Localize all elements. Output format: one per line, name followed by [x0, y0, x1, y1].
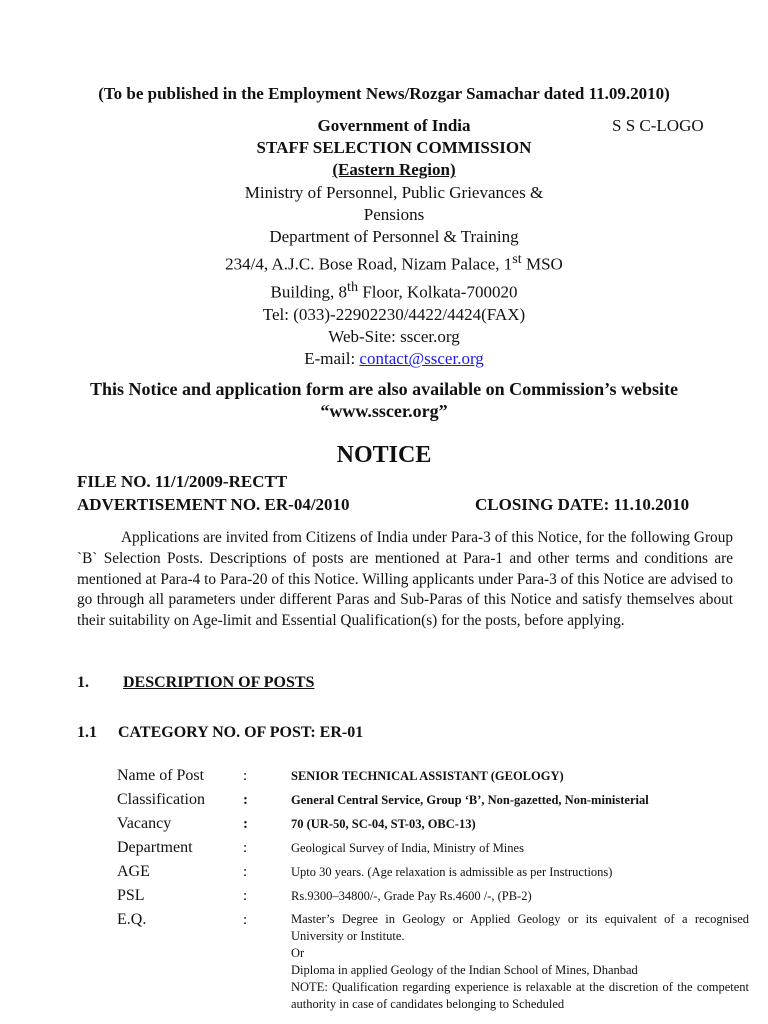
detail-label: AGE	[117, 863, 150, 880]
detail-row-classification	[117, 788, 749, 812]
detail-colon: :	[243, 816, 248, 832]
email-label: E-mail:	[304, 349, 360, 369]
website-line: Web-Site: sscer.org	[328, 327, 460, 347]
notice-title: NOTICE	[336, 442, 432, 468]
detail-label: E.Q.	[117, 911, 147, 928]
section-1-title: DESCRIPTION OF POSTS	[123, 674, 315, 691]
detail-colon: :	[243, 888, 248, 904]
detail-row-vacancy	[117, 812, 749, 836]
detail-label: Vacancy	[117, 815, 172, 832]
section-1-1-title: CATEGORY NO. OF POST: ER-01	[118, 724, 364, 741]
email-link[interactable]: contact@sscer.org	[359, 349, 484, 369]
advertisement-number: ADVERTISEMENT NO. ER-04/2010	[77, 495, 350, 514]
eq-line-3: Diploma in applied Geology of the Indian School of Mines, Dhanbad	[291, 963, 638, 977]
detail-label: Department	[117, 839, 193, 856]
closing-date: CLOSING DATE: 11.10.2010	[475, 495, 690, 514]
detail-value: SENIOR TECHNICAL ASSISTANT (GEOLOGY)	[291, 769, 564, 783]
detail-colon: :	[243, 792, 248, 808]
commission-header	[195, 115, 593, 371]
address-line-2-sup: th	[347, 279, 359, 296]
detail-label: Name of Post	[117, 767, 205, 784]
region-name: (Eastern Region)	[332, 160, 456, 180]
intro-paragraph: Applications are invited from Citizens of India under Para-3 of this Notice, for the following Group `B` Selection Posts. Descriptions of posts are mentioned at Para-1 and other terms and conditions are mentioned at Para-4 to Para-20 of this Notice. Willing applicants under Para-3 of this Notice are advised to go through all parameters under different Paras and Sub-Paras of this Notice and satisfy themselves about their suitability on Age-limit and Essential Qualification(s) for the posts, before applying.	[77, 529, 733, 630]
section-1-1-number: 1.1	[77, 724, 97, 741]
government-line: Government of India	[317, 116, 471, 135]
ministry-line-1: Ministry of Personnel, Public Grievances &	[244, 182, 544, 202]
detail-row-name	[117, 764, 749, 788]
detail-value: Geological Survey of India, Ministry of Mines	[291, 841, 524, 855]
detail-value: Rs.9300–34800/-, Grade Pay Rs.4600 /-, (PB-2)	[291, 889, 532, 903]
detail-colon: :	[243, 840, 248, 856]
eq-line-1: Master’s Degree in Geology or Applied Geology or its equivalent of a recognised University or Institute.	[291, 912, 749, 943]
department-line: Department of Personnel & Training	[269, 227, 519, 247]
file-number: FILE NO. 11/1/2009-RECTT	[77, 472, 288, 491]
address-line-1-text: 234/4, A.J.C. Bose Road, Nizam Palace, 1	[225, 254, 513, 274]
detail-colon: :	[243, 864, 248, 880]
ministry-line-2: Pensions	[363, 204, 425, 224]
address-line-1-end: MSO	[521, 254, 563, 274]
detail-value: 70 (UR-50, SC-04, ST-03, OBC-13)	[291, 817, 476, 831]
ssc-logo-placeholder: S S C-LOGO	[612, 116, 704, 135]
detail-colon: :	[243, 768, 248, 784]
eq-line-4: NOTE: Qualification regarding experience is relaxable at the discretion of the competent authority in case of candidates belonging to Scheduled	[291, 980, 749, 1011]
detail-row-psl	[117, 884, 749, 908]
section-1-number: 1.	[77, 674, 89, 691]
detail-value: General Central Service, Group ‘B’, Non-gazetted, Non-ministerial	[291, 793, 649, 807]
detail-row-department	[117, 836, 749, 860]
address-line-1	[195, 248, 593, 276]
commission-name: STAFF SELECTION COMMISSION	[256, 138, 532, 158]
detail-row-age	[117, 860, 749, 884]
email-line	[195, 348, 593, 370]
address-line-2-start: Building, 8	[270, 282, 348, 302]
detail-value	[291, 908, 749, 1013]
eq-line-2: Or	[291, 946, 305, 960]
availability-note: This Notice and application form are also available on Commission’s website “www.sscer.org”	[89, 379, 678, 421]
publication-note: (To be published in the Employment News/Rozgar Samachar dated 11.09.2010)	[98, 84, 670, 103]
address-line-1-sup: st	[512, 251, 522, 268]
detail-label: PSL	[117, 887, 145, 904]
detail-colon: :	[243, 912, 248, 928]
detail-row-eq	[117, 908, 749, 1013]
address-line-2	[195, 276, 593, 304]
detail-label: Classification	[117, 791, 205, 808]
post-details	[117, 764, 749, 1013]
telephone-line: Tel: (033)-22902230/4422/4424(FAX)	[262, 304, 526, 324]
detail-value: Upto 30 years. (Age relaxation is admissible as per Instructions)	[291, 865, 613, 879]
address-line-2-end: Floor, Kolkata-700020	[358, 282, 518, 302]
